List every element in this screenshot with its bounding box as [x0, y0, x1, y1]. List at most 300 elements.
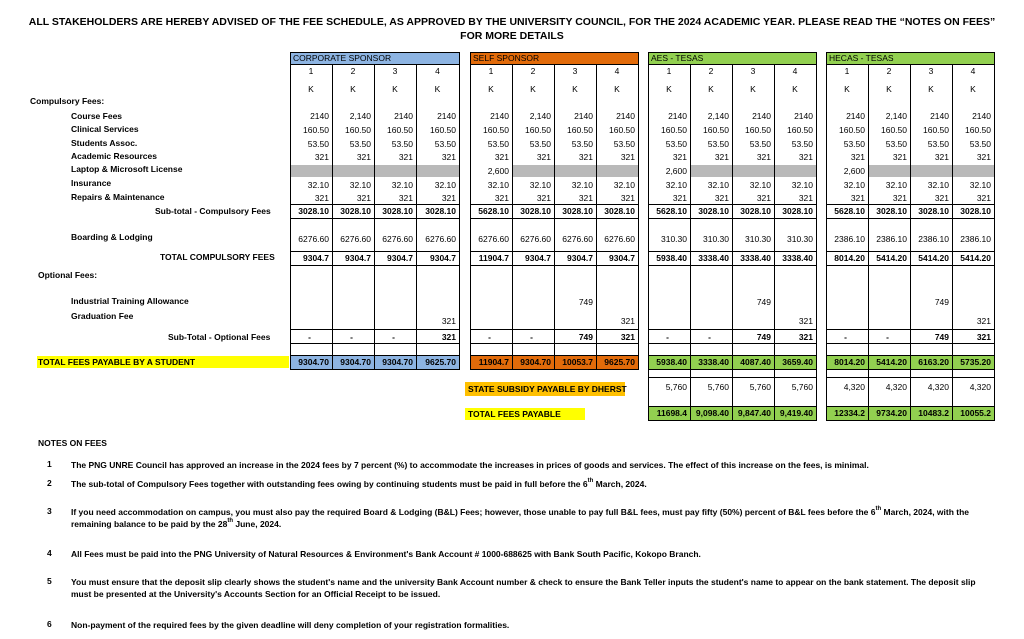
fee-value-total: 3338.40 [698, 357, 729, 367]
laptop-empty-cell [554, 165, 596, 177]
column-number: 4 [792, 66, 798, 76]
grid-line-horizontal [470, 329, 639, 330]
grid-line-horizontal [826, 355, 995, 356]
fee-value-subtotal: 5628.10 [478, 206, 509, 216]
note-text: The PNG UNRE Council has approved an increase in the 2024 fees by 7 percent (%) to accommodate the increases in prices of goods and services. The effect of this increase on the fees, is minimal. [71, 460, 869, 470]
column-number: 4 [970, 66, 976, 76]
fee-value-insurance: 32.10 [349, 180, 371, 190]
fee-value-repairs: 321 [714, 193, 729, 203]
column-number: 3 [928, 66, 934, 76]
fee-value-academic: 321 [578, 152, 593, 162]
column-number: 1 [488, 66, 494, 76]
fee-value-totalcomp: 5414.20 [876, 253, 907, 263]
fee-value-academic: 321 [850, 152, 865, 162]
fee-value-total: 5735.20 [960, 357, 991, 367]
fee-value-boarding: 310.30 [703, 234, 729, 244]
currency-label: K [530, 84, 536, 94]
fee-value-academic: 321 [672, 152, 687, 162]
fee-value-clinical: 160.50 [787, 125, 813, 135]
laptop-empty-cell [690, 165, 732, 177]
fee-value-totalcomp: 11904.7 [478, 253, 509, 263]
fee-value-totalcomp: 3338.40 [698, 253, 729, 263]
fee-value-subtotal: 3028.10 [340, 206, 371, 216]
fee-value-students: 53.50 [349, 139, 371, 149]
column-number: 2 [886, 66, 892, 76]
row-label-clinical: Clinical Services [71, 124, 139, 134]
fee-value-clinical: 160.50 [881, 125, 907, 135]
column-number: 4 [614, 66, 620, 76]
fee-value-ita: 749 [934, 297, 949, 307]
fee-value-clinical: 160.50 [923, 125, 949, 135]
fee-value-academic: 321 [356, 152, 371, 162]
note-number: 1 [47, 459, 52, 469]
fee-value-subtotal: 3028.10 [425, 206, 456, 216]
fee-value-total: 9304.70 [298, 357, 329, 367]
grid-line-horizontal [648, 218, 817, 219]
grid-line-horizontal [648, 329, 817, 330]
fee-value-subtotal: 3028.10 [960, 206, 991, 216]
fee-value-subopt: 749 [934, 332, 949, 342]
grid-line-vertical [638, 52, 639, 369]
fee-value-insurance: 32.10 [927, 180, 949, 190]
fee-value-subopt: - [350, 332, 353, 342]
fee-value-students: 53.50 [613, 139, 635, 149]
totalpay-value: 10055.2 [960, 408, 991, 418]
fee-value-laptop: 2,600 [843, 166, 865, 176]
fee-value-students: 53.50 [843, 139, 865, 149]
fee-value-repairs: 321 [934, 193, 949, 203]
fee-value-totalcomp: 5414.20 [960, 253, 991, 263]
fee-value-insurance: 32.10 [307, 180, 329, 190]
fee-value-clinical: 160.50 [703, 125, 729, 135]
laptop-empty-cell [910, 165, 952, 177]
fee-value-boarding: 310.30 [787, 234, 813, 244]
fee-value-total: 9304.70 [382, 357, 413, 367]
note-number: 6 [47, 619, 52, 629]
currency-label: K [970, 84, 976, 94]
page-title: ALL STAKEHOLDERS ARE HEREBY ADVISED OF THE FEE SCHEDULE, AS APPROVED BY THE UNIVERSITY COUNCIL, FOR THE 2024 ACADEMIC YEAR. PLEASE READ THE “NOTES ON FEES” FOR MORE DETAILS [28, 16, 996, 42]
grid-line-horizontal [290, 343, 460, 344]
fee-value-students: 53.50 [749, 139, 771, 149]
currency-label: K [792, 84, 798, 94]
currency-label: K [614, 84, 620, 94]
grid-line-horizontal [826, 204, 995, 205]
fee-value-course: 2140 [846, 111, 865, 121]
row-label-total: TOTAL FEES PAYABLE BY A STUDENT [38, 357, 196, 367]
fee-value-subopt: - [308, 332, 311, 342]
fee-value-subtotal: 3028.10 [876, 206, 907, 216]
fee-value-totalcomp: 5414.20 [918, 253, 949, 263]
currency-label: K [434, 84, 441, 94]
fee-value-course: 2140 [490, 111, 509, 121]
fee-value-students: 53.50 [529, 139, 551, 149]
subsidy-value: 5,760 [791, 382, 813, 392]
grid-line-horizontal [826, 377, 995, 378]
fee-value-repairs: 321 [976, 193, 991, 203]
fee-value-course: 2140 [752, 111, 771, 121]
fee-value-clinical: 160.50 [387, 125, 413, 135]
fee-value-totalcomp: 9304.7 [609, 253, 635, 263]
fee-value-total: 4087.40 [740, 357, 771, 367]
fee-value-repairs: 321 [314, 193, 329, 203]
fee-value-total: 9304.70 [520, 357, 551, 367]
laptop-empty-cell [290, 165, 332, 177]
grid-line-horizontal [826, 369, 995, 370]
fee-value-boarding: 6276.60 [340, 234, 371, 244]
fee-value-subopt: 749 [756, 332, 771, 342]
fee-value-academic: 321 [976, 152, 991, 162]
fee-value-students: 53.50 [969, 139, 991, 149]
laptop-empty-cell [952, 165, 994, 177]
grid-line-horizontal [648, 204, 817, 205]
fee-value-insurance: 32.10 [707, 180, 729, 190]
grid-line-horizontal [290, 218, 460, 219]
fee-value-subtotal: 3028.10 [740, 206, 771, 216]
fee-value-subtotal: 3028.10 [562, 206, 593, 216]
fee-value-repairs: 321 [672, 193, 687, 203]
row-label-repairs: Repairs & Maintenance [71, 192, 165, 202]
fee-value-totalcomp: 9304.7 [567, 253, 593, 263]
row-label-subtotal: Sub-total - Compulsory Fees [155, 206, 271, 216]
note-number: 2 [47, 478, 52, 488]
fee-value-subopt: 321 [798, 332, 813, 342]
grid-line-horizontal [470, 369, 639, 370]
fee-value-subopt: 749 [578, 332, 593, 342]
fee-value-clinical: 160.50 [567, 125, 593, 135]
fee-value-academic: 321 [620, 152, 635, 162]
fee-value-insurance: 32.10 [571, 180, 593, 190]
fee-value-course: 2140 [310, 111, 329, 121]
subsidy-value: 4,320 [885, 382, 907, 392]
fee-value-insurance: 32.10 [613, 180, 635, 190]
fee-value-subopt: 321 [976, 332, 991, 342]
fee-value-insurance: 32.10 [843, 180, 865, 190]
fee-value-grad: 321 [441, 316, 456, 326]
grid-line-horizontal [290, 355, 460, 356]
fee-value-academic: 321 [494, 152, 509, 162]
fee-value-totalcomp: 8014.20 [834, 253, 865, 263]
row-label-boarding: Boarding & Lodging [71, 232, 153, 242]
fee-value-course: 2140 [437, 111, 456, 121]
subsidy-value: 5,760 [707, 382, 729, 392]
fee-value-repairs: 321 [578, 193, 593, 203]
row-label-grad: Graduation Fee [71, 311, 134, 321]
fee-value-course: 2,140 [529, 111, 551, 121]
fee-value-subtotal: 3028.10 [520, 206, 551, 216]
totalpay-value: 12334.2 [834, 408, 865, 418]
currency-label: K [392, 84, 398, 94]
fee-value-course: 2140 [972, 111, 991, 121]
fee-value-total: 3659.40 [782, 357, 813, 367]
grid-line-horizontal [826, 406, 995, 407]
grid-line-horizontal [826, 329, 995, 330]
totalpay-value: 9,847.40 [737, 408, 771, 418]
column-number: 4 [435, 66, 440, 76]
fee-value-grad: 321 [620, 316, 635, 326]
fee-value-boarding: 2386.10 [876, 234, 907, 244]
laptop-empty-cell [868, 165, 910, 177]
subsidy-value: 5,760 [749, 382, 771, 392]
grid-line-horizontal [290, 329, 460, 330]
laptop-empty-cell [596, 165, 638, 177]
fee-value-repairs: 321 [756, 193, 771, 203]
fee-value-academic: 321 [934, 152, 949, 162]
fee-value-boarding: 6276.60 [604, 234, 635, 244]
grid-line-horizontal [290, 251, 460, 252]
note-text: You must ensure that the deposit slip clearly shows the student's name and the university Bank Account number & check to ensure the Bank Teller inputs the student's name to appear on the bank statement. The deposit slip must be presented at the University's Accounts Section for an Official Receipt to be issued. [71, 577, 976, 599]
grid-line-horizontal [470, 204, 639, 205]
fee-value-insurance: 32.10 [969, 180, 991, 190]
note-number: 4 [47, 548, 52, 558]
fee-value-subopt: - [488, 332, 491, 342]
fee-value-academic: 321 [536, 152, 551, 162]
note-text: The sub-total of Compulsory Fees together with outstanding fees owing by continuing students must be paid in full before the 6th March, 2024. [71, 478, 647, 489]
subsidy-value: 5,760 [665, 382, 687, 392]
fee-value-students: 53.50 [885, 139, 907, 149]
totalpay-value: 9,098.40 [695, 408, 729, 418]
fee-value-total: 9625.70 [604, 357, 635, 367]
column-number: 1 [666, 66, 672, 76]
fee-value-insurance: 32.10 [487, 180, 509, 190]
fee-value-course: 2140 [668, 111, 687, 121]
fee-value-clinical: 160.50 [345, 125, 371, 135]
grid-line-horizontal [648, 369, 817, 370]
column-number: 1 [308, 66, 314, 76]
grid-line-vertical [816, 52, 817, 420]
currency-label: K [750, 84, 756, 94]
row-label-totalpay: TOTAL FEES PAYABLE [468, 409, 561, 419]
fee-value-boarding: 6276.60 [425, 234, 456, 244]
fee-value-students: 53.50 [307, 139, 329, 149]
fee-value-subopt: - [886, 332, 889, 342]
fee-value-course: 2140 [930, 111, 949, 121]
notes-heading: NOTES ON FEES [38, 438, 107, 448]
grid-line-horizontal [470, 64, 639, 65]
grid-line-horizontal [648, 265, 817, 266]
fee-value-subtotal: 3028.10 [298, 206, 329, 216]
fee-value-total: 6163.20 [918, 357, 949, 367]
fee-value-totalcomp: 9304.7 [303, 253, 329, 263]
grid-line-horizontal [826, 52, 995, 53]
fee-value-students: 53.50 [927, 139, 949, 149]
currency-label: K [666, 84, 672, 94]
group-header: HECAS - TESAS [826, 52, 994, 64]
grid-line-horizontal [290, 204, 460, 205]
column-number: 2 [708, 66, 714, 76]
fee-value-clinical: 160.50 [965, 125, 991, 135]
fee-value-subopt: - [392, 332, 395, 342]
fee-value-course: 2140 [574, 111, 593, 121]
subsidy-value: 4,320 [843, 382, 865, 392]
fee-value-academic: 321 [714, 152, 729, 162]
column-number: 3 [392, 66, 398, 76]
fee-value-course: 2,140 [885, 111, 907, 121]
row-label-insurance: Insurance [71, 178, 112, 188]
fee-value-totalcomp: 9304.7 [387, 253, 413, 263]
row-label-totalcomp: TOTAL COMPULSORY FEES [160, 252, 275, 262]
laptop-empty-cell [416, 165, 459, 177]
fee-value-subopt: - [530, 332, 533, 342]
grid-line-horizontal [470, 52, 639, 53]
fee-value-subtotal: 3028.10 [782, 206, 813, 216]
fee-value-course: 2140 [616, 111, 635, 121]
column-number: 1 [844, 66, 850, 76]
fee-value-repairs: 321 [798, 193, 813, 203]
row-label-laptop: Laptop & Microsoft License [71, 164, 183, 174]
grid-line-horizontal [648, 251, 817, 252]
fee-value-students: 53.50 [571, 139, 593, 149]
totalpay-value: 10483.2 [918, 408, 949, 418]
fee-value-academic: 321 [798, 152, 813, 162]
fee-value-course: 2,140 [707, 111, 729, 121]
fee-value-ita: 749 [756, 297, 771, 307]
fee-value-students: 53.50 [707, 139, 729, 149]
fee-value-total: 10053.7 [562, 357, 593, 367]
fee-value-boarding: 6276.60 [478, 234, 509, 244]
fee-value-grad: 321 [798, 316, 813, 326]
fee-value-course: 2,140 [349, 111, 371, 121]
fee-value-academic: 321 [314, 152, 329, 162]
laptop-empty-cell [512, 165, 554, 177]
fee-value-repairs: 321 [850, 193, 865, 203]
laptop-empty-cell [732, 165, 774, 177]
row-label-subopt: Sub-Total - Optional Fees [168, 332, 271, 342]
currency-label: K [708, 84, 714, 94]
fee-value-subopt: 321 [620, 332, 635, 342]
currency-label: K [572, 84, 578, 94]
fee-value-laptop: 2,600 [487, 166, 509, 176]
group-header: SELF SPONSOR [470, 52, 638, 64]
fee-value-clinical: 160.50 [609, 125, 635, 135]
fee-value-repairs: 321 [892, 193, 907, 203]
currency-label: K [350, 84, 356, 94]
fee-value-course: 2140 [794, 111, 813, 121]
fee-value-insurance: 32.10 [529, 180, 551, 190]
subsidy-value: 4,320 [969, 382, 991, 392]
fee-value-totalcomp: 9304.7 [345, 253, 371, 263]
group-header: CORPORATE SPONSOR [290, 52, 459, 64]
note-number: 5 [47, 576, 52, 586]
fee-value-students: 53.50 [791, 139, 813, 149]
fee-value-boarding: 2386.10 [834, 234, 865, 244]
row-label-ita: Industrial Training Allowance [71, 296, 189, 306]
fee-value-students: 53.50 [665, 139, 687, 149]
grid-line-horizontal [290, 64, 460, 65]
fee-value-ita: 749 [578, 297, 593, 307]
fee-value-boarding: 310.30 [745, 234, 771, 244]
grid-line-horizontal [290, 52, 460, 53]
currency-label: K [886, 84, 892, 94]
laptop-empty-cell [774, 165, 816, 177]
fee-value-repairs: 321 [620, 193, 635, 203]
grid-line-horizontal [470, 218, 639, 219]
fee-value-repairs: 321 [441, 193, 456, 203]
fee-value-total: 11904.7 [478, 357, 509, 367]
fee-value-boarding: 6276.60 [562, 234, 593, 244]
fee-value-clinical: 160.50 [483, 125, 509, 135]
fee-value-clinical: 160.50 [430, 125, 456, 135]
totalpay-value: 9,419.40 [779, 408, 813, 418]
grid-line-horizontal [826, 420, 995, 421]
column-number: 2 [350, 66, 356, 76]
fee-value-total: 8014.20 [834, 357, 865, 367]
fee-value-clinical: 160.50 [745, 125, 771, 135]
fee-value-insurance: 32.10 [749, 180, 771, 190]
grid-line-horizontal [826, 251, 995, 252]
row-label-optional: Optional Fees: [38, 270, 98, 280]
grid-line-horizontal [826, 64, 995, 65]
fee-value-subopt: - [666, 332, 669, 342]
grid-line-horizontal [648, 377, 817, 378]
fee-value-repairs: 321 [494, 193, 509, 203]
totalpay-value: 11698.4 [656, 408, 687, 418]
fee-value-academic: 321 [756, 152, 771, 162]
fee-value-academic: 321 [398, 152, 413, 162]
fee-value-subtotal: 3028.10 [698, 206, 729, 216]
laptop-empty-cell [332, 165, 374, 177]
column-number: 3 [572, 66, 578, 76]
fee-value-laptop: 2,600 [665, 166, 687, 176]
grid-line-horizontal [826, 265, 995, 266]
fee-value-totalcomp: 9304.7 [430, 253, 456, 263]
row-label-academic: Academic Resources [71, 151, 157, 161]
fee-value-boarding: 6276.60 [298, 234, 329, 244]
fee-value-course: 2140 [394, 111, 413, 121]
fee-value-insurance: 32.10 [791, 180, 813, 190]
fee-value-boarding: 6276.60 [382, 234, 413, 244]
currency-label: K [308, 84, 314, 94]
fee-value-students: 53.50 [391, 139, 413, 149]
fee-value-boarding: 6276.60 [520, 234, 551, 244]
row-label-students: Students Assoc. [71, 138, 138, 148]
fee-value-grad: 321 [976, 316, 991, 326]
fee-value-clinical: 160.50 [303, 125, 329, 135]
fee-value-clinical: 160.50 [839, 125, 865, 135]
grid-line-horizontal [470, 265, 639, 266]
totalpay-value: 9734.20 [876, 408, 907, 418]
grid-line-horizontal [648, 52, 817, 53]
fee-value-subtotal: 3028.10 [604, 206, 635, 216]
grid-line-horizontal [648, 343, 817, 344]
currency-label: K [928, 84, 934, 94]
subsidy-value: 4,320 [927, 382, 949, 392]
fee-value-insurance: 32.10 [434, 180, 456, 190]
fee-value-boarding: 2386.10 [918, 234, 949, 244]
fee-value-totalcomp: 9304.7 [525, 253, 551, 263]
grid-line-horizontal [648, 420, 817, 421]
grid-line-vertical [994, 52, 995, 420]
grid-line-horizontal [826, 343, 995, 344]
fee-value-insurance: 32.10 [885, 180, 907, 190]
fee-value-boarding: 310.30 [661, 234, 687, 244]
grid-line-vertical [459, 52, 460, 369]
fee-value-total: 9625.70 [425, 357, 456, 367]
fee-value-academic: 321 [892, 152, 907, 162]
fee-value-boarding: 2386.10 [960, 234, 991, 244]
fee-value-total: 9304.70 [340, 357, 371, 367]
grid-line-horizontal [648, 355, 817, 356]
fee-value-total: 5414.20 [876, 357, 907, 367]
fee-value-students: 53.50 [487, 139, 509, 149]
fee-value-subopt: 321 [441, 332, 456, 342]
grid-line-horizontal [470, 251, 639, 252]
row-label-course: Course Fees [71, 111, 123, 121]
note-text: All Fees must be paid into the PNG University of Natural Resources & Environment's Bank Account # 1000-688625 with Bank South Pacific, Kokopo Branch. [71, 549, 701, 559]
note-text: Non-payment of the required fees by the given deadline will deny completion of your registration formalities. [71, 620, 510, 630]
fee-value-total: 5938.40 [656, 357, 687, 367]
column-number: 3 [750, 66, 756, 76]
fee-value-clinical: 160.50 [661, 125, 687, 135]
